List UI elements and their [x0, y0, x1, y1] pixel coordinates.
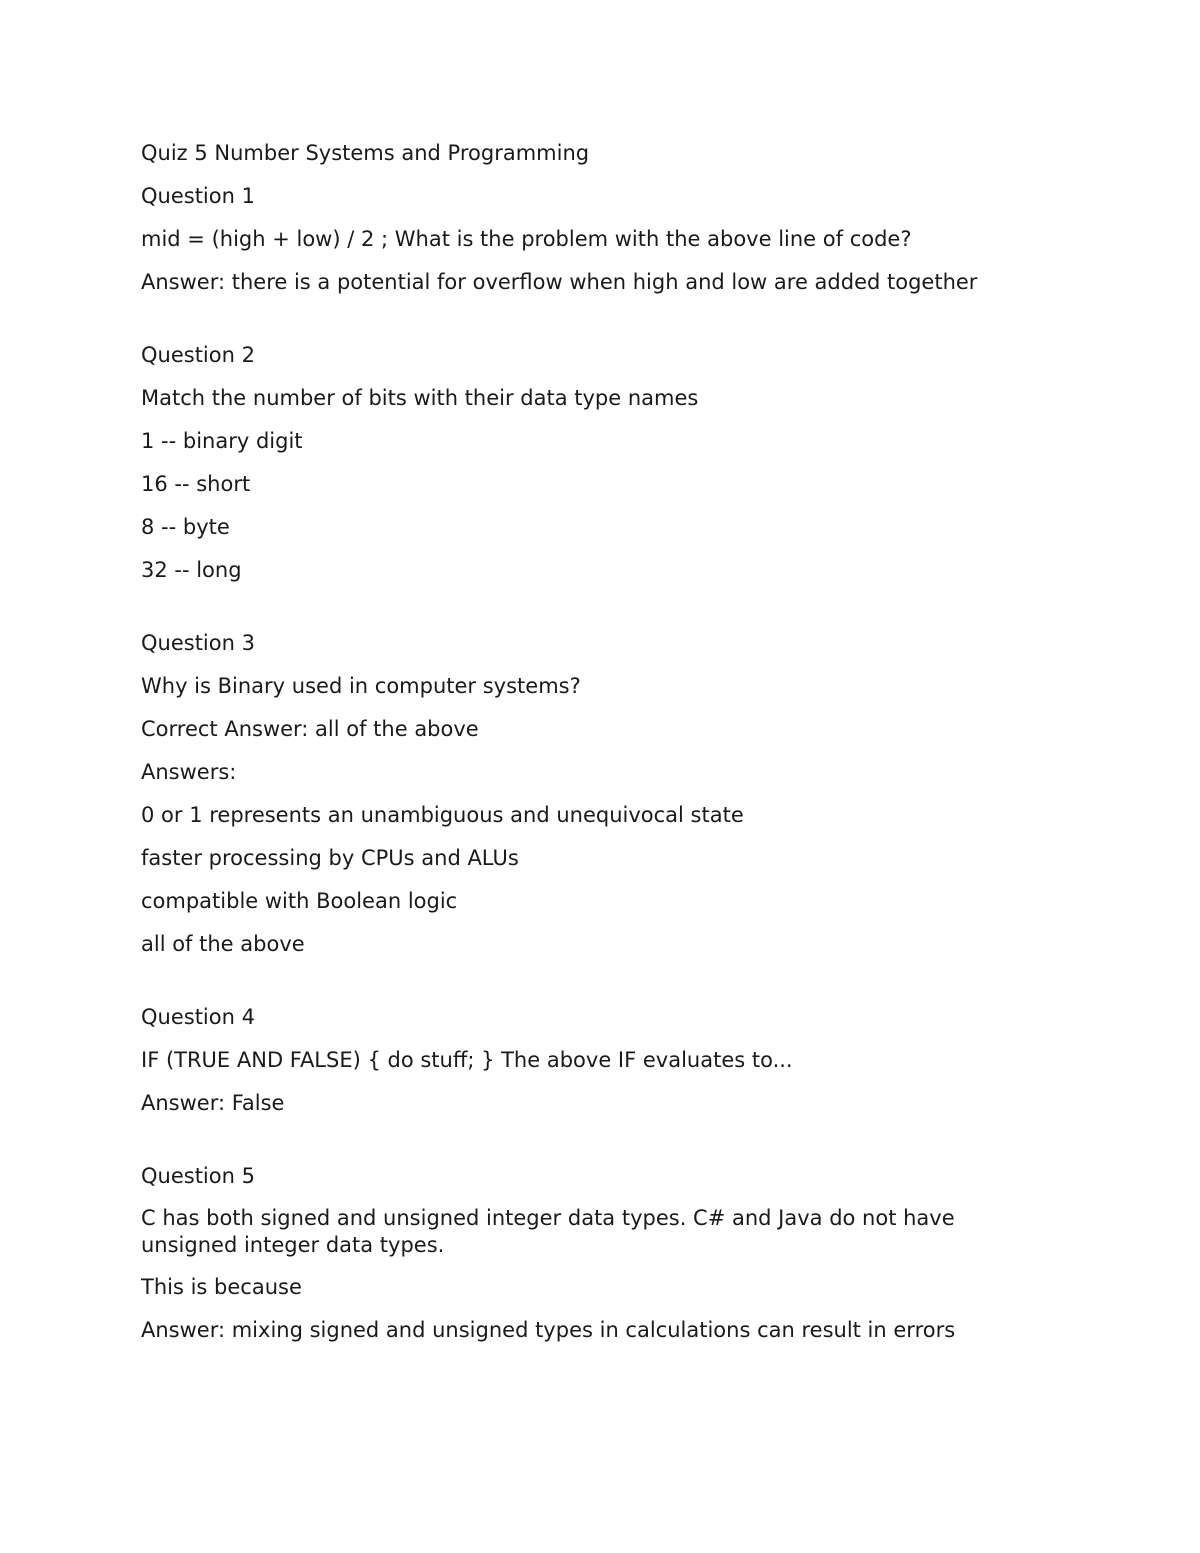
question-3: [141, 629, 1041, 959]
correct-answer-text: Correct Answer: all of the above: [141, 717, 479, 741]
answer-option: compatible with Boolean logic: [141, 889, 458, 913]
answer-text: Answer: False: [141, 1091, 285, 1115]
question-text: Why is Binary used in computer systems?: [141, 674, 581, 698]
question-1: [141, 182, 1041, 297]
match-item: 8 -- byte: [141, 515, 230, 539]
spacer: [141, 1132, 1041, 1162]
question-heading: Question 1: [141, 184, 255, 208]
question-text: Match the number of bits with their data type names: [141, 386, 699, 410]
question-heading: Question 5: [141, 1164, 255, 1188]
question-text: mid = (high + low) / 2 ; What is the problem with the above line of code?: [141, 227, 912, 251]
match-item: 16 -- short: [141, 472, 251, 496]
answer-text: Answer: there is a potential for overflow when high and low are added together: [141, 270, 978, 294]
question-text: C has both signed and unsigned integer data types. C# and Java do not have unsigned integer data types.: [141, 1206, 955, 1257]
document-title: Quiz 5 Number Systems and Programming: [141, 141, 590, 165]
answer-text: Answer: mixing signed and unsigned types in calculations can result in errors: [141, 1318, 956, 1342]
question-heading: Question 4: [141, 1005, 255, 1029]
question-4: [141, 1003, 1041, 1118]
document-page: [141, 139, 1041, 1359]
spacer: [141, 973, 1041, 1003]
question-5: [141, 1162, 1041, 1345]
spacer: [141, 311, 1041, 341]
question-heading: Question 3: [141, 631, 255, 655]
question-2: [141, 341, 1041, 585]
answer-option: faster processing by CPUs and ALUs: [141, 846, 519, 870]
question-text: IF (TRUE AND FALSE) { do stuff; } The above IF evaluates to...: [141, 1048, 793, 1072]
spacer: [141, 599, 1041, 629]
answer-option: all of the above: [141, 932, 305, 956]
answers-label: Answers:: [141, 760, 237, 784]
match-item: 1 -- binary digit: [141, 429, 303, 453]
question-heading: Question 2: [141, 343, 255, 367]
question-prompt: This is because: [141, 1275, 302, 1299]
answer-option: 0 or 1 represents an unambiguous and unequivocal state: [141, 803, 744, 827]
match-item: 32 -- long: [141, 558, 242, 582]
